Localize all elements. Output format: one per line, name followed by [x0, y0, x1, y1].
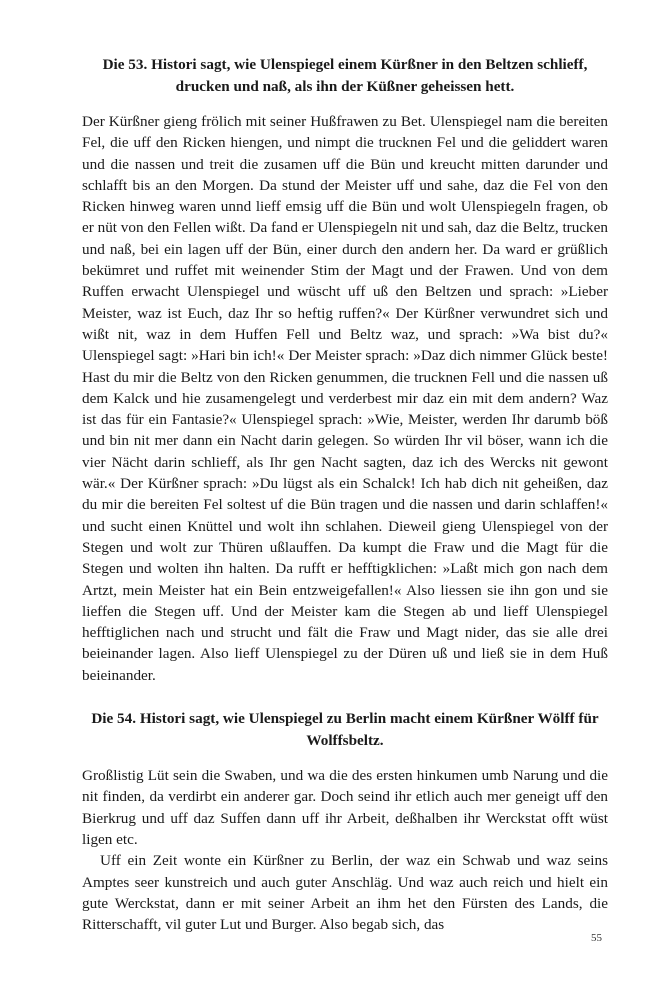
chapter-54-paragraph: Großlistig Lüt sein die Swaben, und wa die des ersten hinkumen umb Narung und die nit finden, da verdirbt ein anderer gar. Doch seind ihr etlich auch mer geneigt uff den Bierkrug und uff daz Suffen dann uff ihr Arbeit, deßhalben ihr Werckstat offt wüst ligen etc. — [82, 767, 608, 848]
chapter-53-body: Der Kürßner gieng frölich mit seiner Hußfrawen zu Bet. Ulenspiegel nam die bereiten Fel, die uff den Ricken hiengen, und nimpt die trucknen Fel und die geliddert waren und die nassen und treit die zusamen uff die Bün und kreucht mitten darunder und schlafft bis an den Morgen. Da stund der Meister uff und sahe, daz die Fel von den Ricken hinweg waren unnd lieff emsig uff die Bün und wolt Ulenspiegeln fragen, ob er nüt von den Fellen wißt. Da fand er Ulenspiegeln nit und sah, daz die Beltz, trucken und naß, bei ein lagen uff der Bün, einer durch den andern her. Da ward er grüßlich bekümret und ruffet mit weinender Stim der Magt und der Frawen. Und von dem Ruffen erwacht Ulenspiegel und wüscht uff uß den Beltzen und sprach: »Lieber Meister, waz ist Euch, daz Ihr so heftig ruffen?« Der Kürßner verwundret sich und wißt nit, waz in dem Huffen Fell und Beltz waz, und sprach: »Wa bist du?« Ulenspiegel sagt: »Hari bin ich!« Der Meister sprach: »Daz dich nimmer Glück beste! Hast du mir die Beltz von den Ricken genummen, die trucknen Fell und die nassen uß dem Kalck und hie zusamengelegt und verderbest mir daz ein mit dem andern? Waz ist das für ein Fantasie?« Ulenspiegel sprach: »Wie, Meister, werden Ihr darumb böß und bin nit mer dann ein Nacht darin gelegen. So würden Ihr vil böser, wann ich die vier Nächt darin schlieff, als Ihr gen Nacht sagten, daz ich des Wercks nit gewont wär.« Der Kürßner sprach: »Du lügst als ein Schalck! Ich hab dich nit geheißen, daz du mir die bereiten Fel soltest uf die Bün tragen und die nassen und darin schlaffen!« und sucht einen Knüttel und wolt ihn schlahen. Dieweil gieng Ulenspiegel von der Stegen und wolt zur Thüren ußlauffen. Da kumpt die Fraw und die Magt für die Stegen und wolten ihn halten. Da rufft er hefftigklichen: »Laßt mich gon nach dem Artzt, mein Meister hat ein Bein entzweigefallen!« Also liessen sie ihn gon und sie lieffen die Stegen uff. Und der Meister kam die Stegen ab und lieff Ulenspiegel hefftiglichen nach und strucht und fält die Fraw und Magt nider, das sie alle drei beieinander lagen. Also lieff Ulenspiegel zu der Düren uß und ließ sie in dem Huß beieinander. — [82, 113, 608, 684]
chapter-54-paragraph: Uff ein Zeit wonte ein Kürßner zu Berlin, der waz ein Schwab und waz seins Amptes seer kunstreich und auch guter Anschläg. Und waz auch reich und hielt ein gute Werckstat, dann er mit seiner Arbeit an ihm het den Fürsten des Lands, die Ritterschafft, vil guter Lut und Burger. Also begab sich, das — [82, 852, 608, 934]
page-content — [82, 54, 608, 935]
page-number: 55 — [591, 932, 602, 944]
chapter-53-heading: Die 53. Histori sagt, wie Ulenspiegel einem Kürßner in den Beltzen schlieff, drucken und naß, als ihn der Küßner geheissen hett. — [102, 56, 588, 95]
chapter-54-heading: Die 54. Histori sagt, wie Ulenspiegel zu Berlin macht einem Kürßner Wölff für Wolffsbeltz. — [91, 710, 599, 749]
